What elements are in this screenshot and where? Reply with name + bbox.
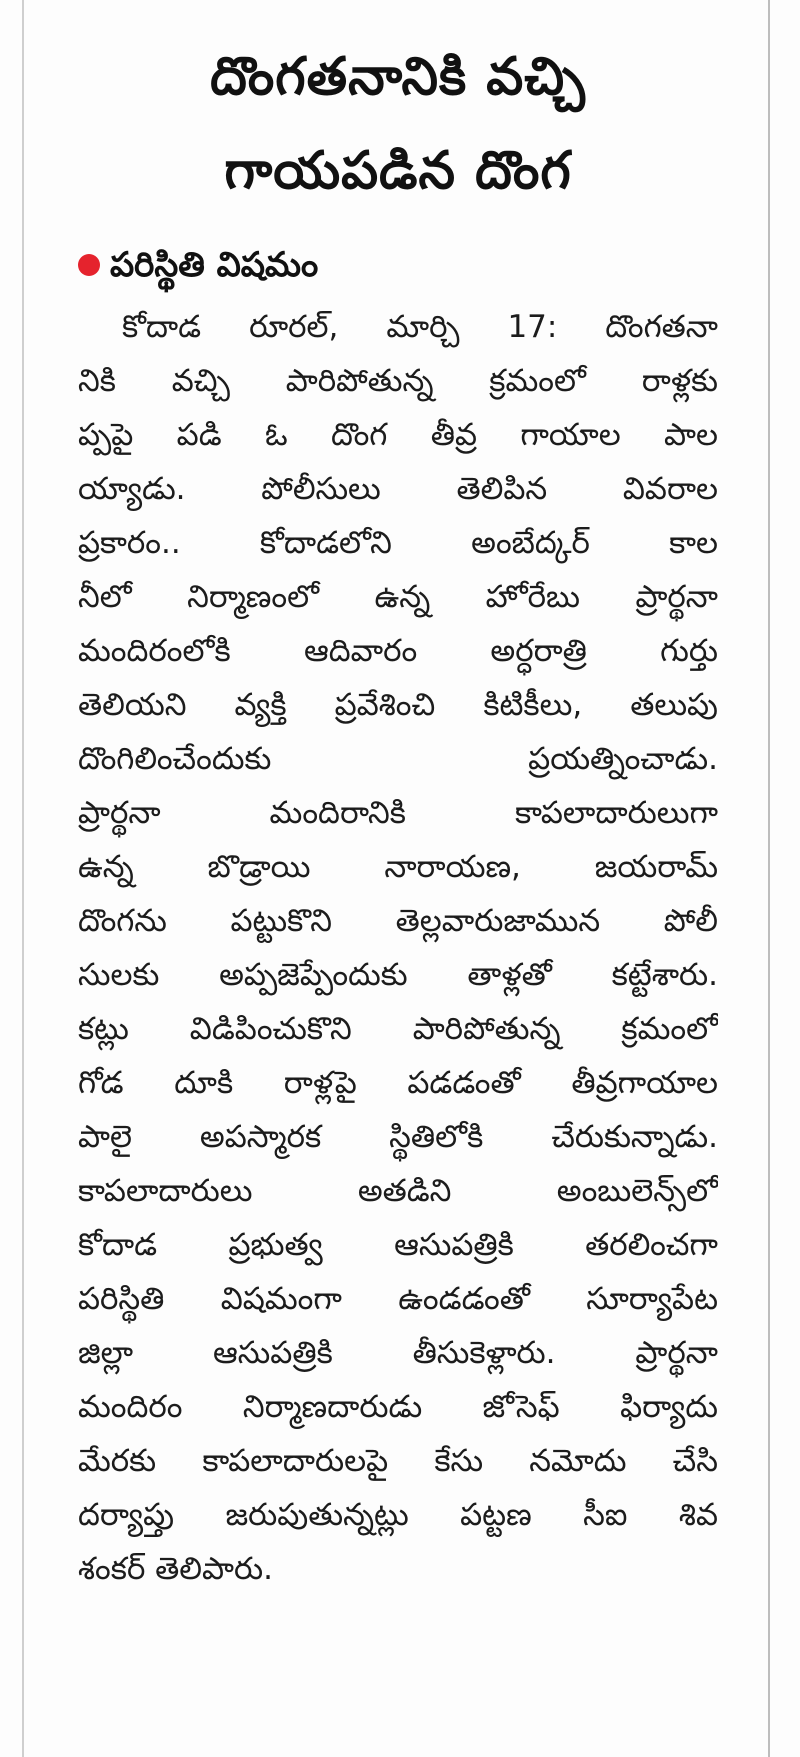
- body-line: శంకర్ తెలిపారు.: [78, 1551, 273, 1587]
- body-line: కాపలాదారులు అతడిని అంబులెన్స్‌లో: [78, 1173, 718, 1209]
- body-line: గోడ దూకి రాళ్లపై పడడంతో తీవ్రగాయాల: [78, 1065, 718, 1101]
- body-line: ప్పపై పడి ఓ దొంగ తీవ్ర గాయాల పాల: [78, 417, 718, 453]
- body-line: దర్యాప్తు జరుపుతున్నట్లు పట్టణ సీఐ శివ: [78, 1497, 718, 1533]
- body-line: మందిరం నిర్మాణదారుడు జోసెఫ్ ఫిర్యాదు: [78, 1389, 718, 1425]
- body-line: ప్రార్థనా మందిరానికి కాపలాదారులుగా: [78, 795, 718, 831]
- article: [78, 30, 718, 1596]
- body-line: మందిరంలోకి ఆదివారం అర్ధరాత్రి గుర్తు: [78, 633, 718, 669]
- body-line: జిల్లా ఆసుపత్రికి తీసుకెళ్లారు. ప్రార్థనా: [78, 1335, 718, 1371]
- body-line: కోదాడ రూరల్, మార్చి 17: దొంగతనా: [122, 309, 718, 345]
- bullet-dot-icon: [78, 254, 100, 276]
- body-line: కోదాడ ప్రభుత్వ ఆసుపత్రికి తరలించగా: [78, 1227, 718, 1263]
- headline-line-1: దొంగతనానికి వచ్చి: [210, 47, 586, 107]
- body-line: తెలియని వ్యక్తి ప్రవేశించి కిటికీలు, తలుపు: [78, 687, 718, 723]
- body-line: సులకు అప్పజెప్పేందుకు తాళ్లతో కట్టేశారు.: [78, 957, 718, 993]
- body-line: మేరకు కాపలాదారులపై కేసు నమోదు చేసి: [78, 1443, 718, 1479]
- column-rule-right: [768, 0, 770, 1757]
- body-line: పరిస్థితి విషమంగా ఉండడంతో సూర్యాపేట: [78, 1281, 718, 1317]
- body-line: దొంగను పట్టుకొని తెల్లవారుజామున పోలీ: [78, 903, 718, 939]
- body-line: ఉన్న బొడ్రాయి నారాయణ, జయరామ్: [78, 849, 718, 885]
- article-body: [78, 300, 718, 1596]
- body-line: దొంగిలించేందుకు ప్రయత్నించాడు.: [78, 741, 718, 777]
- subheading-text: పరిస్థితి విషమం: [110, 245, 319, 285]
- subheading: [78, 240, 718, 290]
- body-line: కట్లు విడిపించుకొని పారిపోతున్న క్రమంలో: [78, 1011, 718, 1047]
- body-line: ప్రకారం.. కోదాడలోని అంబేద్కర్ కాల: [78, 525, 718, 561]
- body-line: నికి వచ్చి పారిపోతున్న క్రమంలో రాళ్లకు: [78, 363, 718, 399]
- column-rule-left: [22, 0, 24, 1757]
- body-line: య్యాడు. పోలీసులు తెలిపిన వివరాల: [78, 471, 718, 507]
- body-line: పాలై అపస్మారక స్థితిలోకి చేరుకున్నాడు.: [78, 1119, 718, 1155]
- headline: [78, 30, 718, 218]
- body-line: నీలో నిర్మాణంలో ఉన్న హోరేబు ప్రార్థనా: [78, 579, 718, 615]
- headline-line-2: గాయపడిన దొంగ: [224, 141, 572, 201]
